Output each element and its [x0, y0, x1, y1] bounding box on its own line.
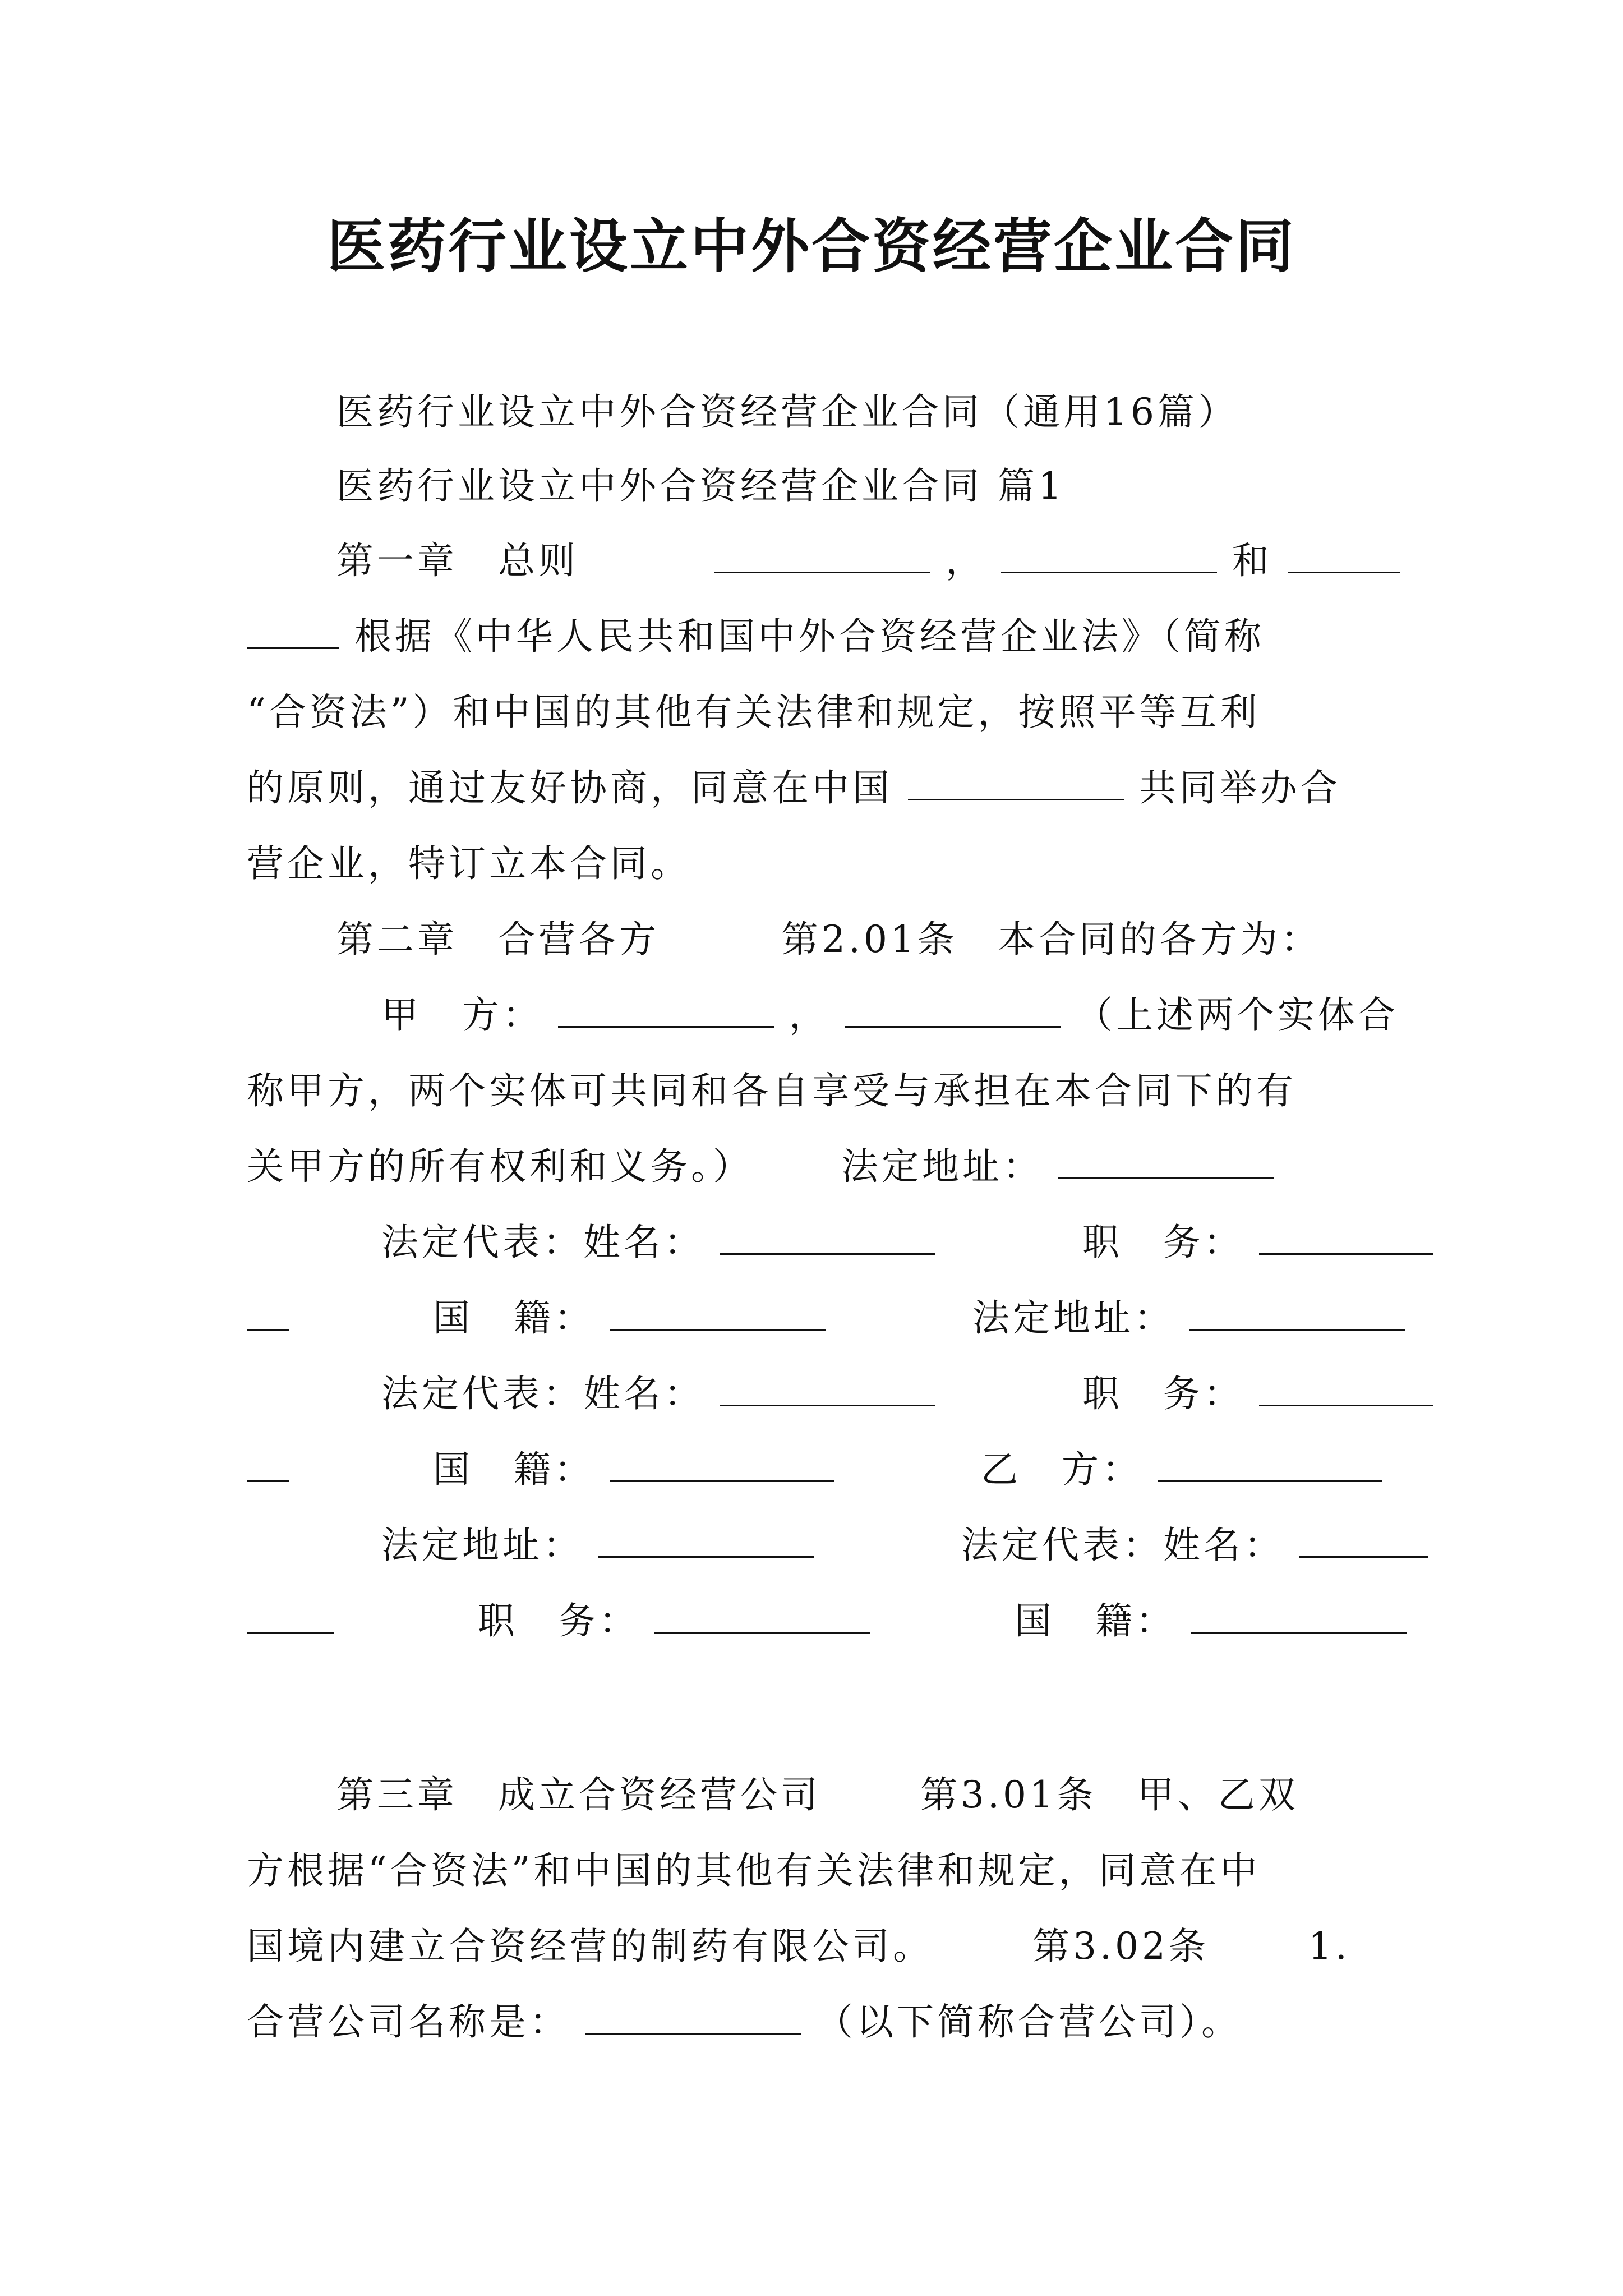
- field-label: 职 务：: [477, 1599, 639, 1642]
- paragraph-line: [247, 914, 1380, 965]
- blank-line: [558, 991, 774, 1028]
- line-text: “合资法”）和中国的其他有关法律和规定，按照平等互利: [247, 691, 1261, 734]
- paragraph-line: [247, 687, 1380, 738]
- paragraph-line: [247, 387, 1380, 438]
- field-label: 国 籍：: [432, 1296, 594, 1340]
- blank-line: [1189, 1294, 1405, 1331]
- paragraph-line: [247, 990, 1399, 1041]
- paragraph-line: [247, 611, 1380, 662]
- blank-line: [1259, 1370, 1433, 1406]
- field-label: 法定地址：: [972, 1296, 1174, 1340]
- line-text: 共同举办合: [1138, 766, 1341, 809]
- blank-line: [247, 1294, 289, 1331]
- line-text: 称甲方，两个实体可共同和各自享受与承担在本合同下的有: [247, 1069, 1297, 1112]
- field-label: 法定地址：: [841, 1145, 1043, 1188]
- field-label: 法定代表：姓名：: [381, 1372, 704, 1415]
- line-text: （上述两个实体合: [1075, 993, 1399, 1037]
- blank-line: [585, 1998, 801, 2035]
- line-text: （以下简称合营公司）。: [815, 2000, 1242, 2044]
- field-label: 职 务：: [1082, 1372, 1244, 1415]
- line-text: 1.: [1308, 1925, 1350, 1968]
- chapter-heading: 第一章 总则: [336, 539, 579, 582]
- blank-line: [1058, 1143, 1274, 1179]
- paragraph-line: [247, 1770, 1380, 1820]
- blank-line: [1191, 1597, 1407, 1634]
- field-label: 职 务：: [1082, 1221, 1244, 1264]
- paragraph-line: [247, 1444, 1380, 1495]
- line-text: 关甲方的所有权利和义务。）: [247, 1145, 753, 1188]
- line-text: ，: [789, 993, 829, 1037]
- paragraph-line: [247, 1520, 1380, 1571]
- paragraph-line: [247, 1066, 1380, 1116]
- paragraph-line: [247, 461, 1380, 512]
- field-label: 国 籍：: [432, 1448, 594, 1491]
- blank-line: [720, 1370, 935, 1406]
- field-label: 甲 方：: [381, 993, 543, 1037]
- paragraph-line: [247, 1997, 1380, 2047]
- line-text: 和: [1232, 539, 1272, 582]
- blank-line: [1299, 1521, 1428, 1558]
- paragraph-line: [247, 839, 1380, 889]
- blank-line: [247, 1597, 334, 1634]
- paragraph-line: [247, 1142, 1380, 1192]
- blank-line: [598, 1521, 814, 1558]
- blank-line: [845, 991, 1061, 1028]
- field-label: 法定地址：: [381, 1524, 583, 1567]
- article-text: 第2.01条 本合同的各方为：: [781, 918, 1321, 961]
- blank-line: [1001, 537, 1217, 573]
- article-text: 第3.02条: [1032, 1925, 1209, 1968]
- chapter-heading: 第二章 合营各方: [336, 918, 660, 961]
- blank-line: [1158, 1446, 1382, 1482]
- paragraph-line: [247, 1846, 1380, 1896]
- blank-line: [714, 537, 930, 573]
- blank-line: [720, 1218, 935, 1255]
- line-text: 的原则，通过友好协商，同意在中国: [247, 766, 893, 809]
- document-title: 医药行业设立中外合资经营企业合同: [326, 211, 1296, 280]
- blank-line: [610, 1294, 826, 1331]
- line-text: 医药行业设立中外合资经营企业合同（通用16篇）: [336, 390, 1238, 434]
- paragraph-line: [247, 1921, 1380, 1972]
- line-text: 方根据“合资法”和中国的其他有关法律和规定，同意在中: [247, 1849, 1261, 1892]
- paragraph-line: [247, 1596, 1380, 1646]
- line-text: 根据《中华人民共和国中外合资经营企业法》（简称: [354, 615, 1265, 658]
- article-text: 第3.01条 甲、乙双: [920, 1773, 1299, 1816]
- blank-line: [610, 1446, 834, 1482]
- paragraph-line: [247, 1369, 1380, 1419]
- field-label: 合营公司名称是：: [247, 2000, 570, 2044]
- blank-line: [1288, 537, 1400, 573]
- line-text: 国境内建立合资经营的制药有限公司。: [247, 1925, 933, 1968]
- chapter-heading: 第三章 成立合资经营公司: [336, 1773, 821, 1816]
- paragraph-line: [247, 1293, 1380, 1343]
- field-label: 法定代表：姓名：: [381, 1221, 704, 1264]
- blank-line: [247, 613, 339, 649]
- line-text: 营企业，特订立本合同。: [247, 842, 691, 885]
- paragraph-line: [247, 1217, 1380, 1268]
- blank-line: [247, 1446, 289, 1482]
- blank-line: [1259, 1218, 1433, 1255]
- line-text: 医药行业设立中外合资经营企业合同 篇1: [336, 464, 1065, 508]
- line-text: ，: [945, 539, 986, 582]
- paragraph-line: [247, 536, 1380, 586]
- field-label: 乙 方：: [980, 1448, 1142, 1491]
- field-label: 国 籍：: [1014, 1599, 1176, 1642]
- blank-line: [654, 1597, 870, 1634]
- paragraph-line: [247, 763, 1380, 813]
- field-label: 法定代表：姓名：: [961, 1524, 1284, 1567]
- blank-line: [908, 764, 1124, 800]
